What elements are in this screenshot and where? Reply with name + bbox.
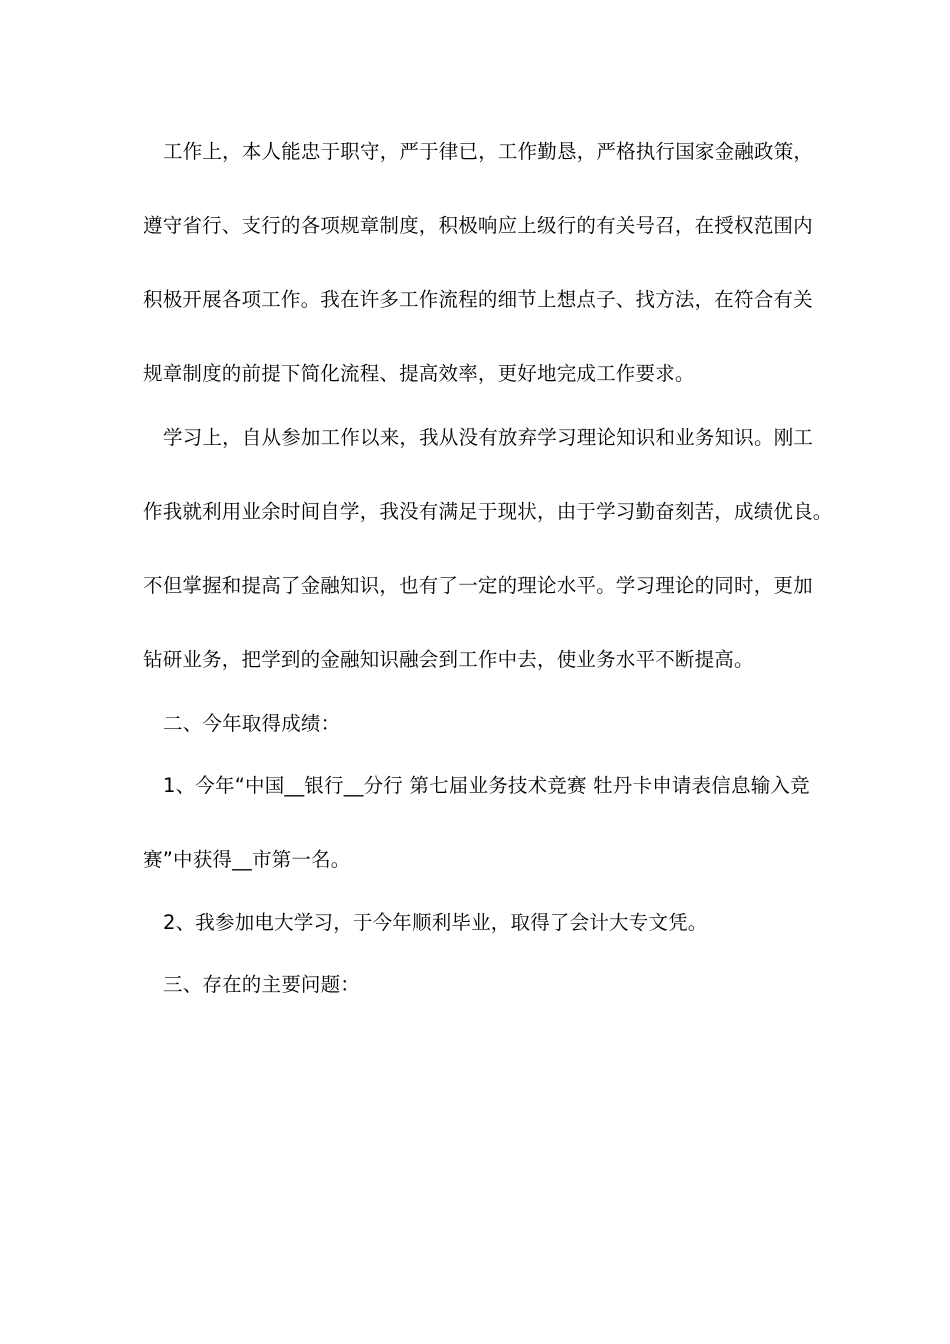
section-heading-problems: 三、存在的主要问题： bbox=[163, 973, 361, 996]
paragraph-study-line-2: 作我就利用业余时间自学，我没有满足于现状，由于学习勤奋刻苦，成绩优良。 bbox=[143, 500, 833, 523]
paragraph-work-line-3: 积极开展各项工作。我在许多工作流程的细节上想点子、找方法，在符合有关 bbox=[143, 288, 813, 311]
paragraph-work-line-1: 工作上，本人能忠于职守，严于律已，工作勤恳，严格执行国家金融政策， bbox=[163, 140, 814, 163]
paragraph-study-line-1: 学习上，自从参加工作以来，我从没有放弃学习理论知识和业务知识。刚工 bbox=[163, 426, 814, 449]
section-heading-achievements: 二、今年取得成绩： bbox=[163, 712, 341, 735]
achievement-item-1-line-2: 赛”中获得__市第一名。 bbox=[143, 848, 351, 871]
paragraph-study-line-3: 不但掌握和提高了金融知识，也有了一定的理论水平。学习理论的同时，更加 bbox=[143, 574, 813, 597]
paragraph-work-line-4: 规章制度的前提下简化流程、提高效率，更好地完成工作要求。 bbox=[143, 362, 695, 385]
achievement-item-1-line-1: 1、今年“中国__银行__分行 第七届业务技术竞赛 牡丹卡申请表信息输入竞 bbox=[163, 774, 810, 797]
achievement-item-2: 2、我参加电大学习，于今年顺利毕业，取得了会计大专文凭。 bbox=[163, 911, 708, 934]
paragraph-study-line-4: 钻研业务，把学到的金融知识融会到工作中去，使业务水平不断提高。 bbox=[143, 648, 754, 671]
paragraph-work-line-2: 遵守省行、支行的各项规章制度，积极响应上级行的有关号召，在授权范围内 bbox=[143, 214, 813, 237]
